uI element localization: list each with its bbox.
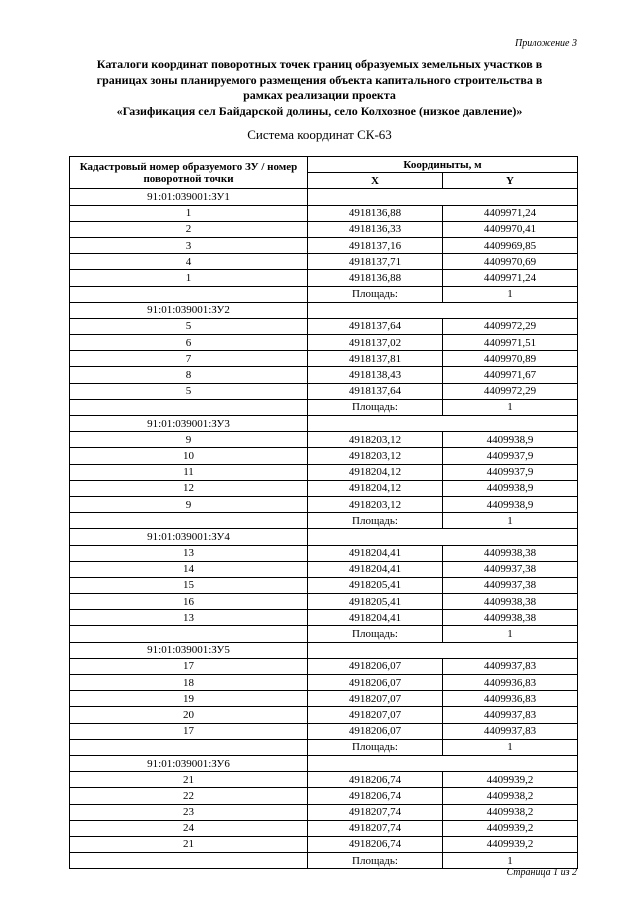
area-label: Площадь: bbox=[308, 286, 443, 302]
coord-x: 4918203,12 bbox=[308, 496, 443, 512]
table-row bbox=[70, 577, 578, 593]
parcel-id: 91:01:039001:ЗУ4 bbox=[70, 529, 308, 545]
coord-x: 4918203,12 bbox=[308, 448, 443, 464]
point-number: 18 bbox=[70, 675, 308, 691]
page-number: Страница 1 из 2 bbox=[506, 867, 577, 878]
area-value: 1 bbox=[443, 513, 578, 529]
point-number: 16 bbox=[70, 594, 308, 610]
coord-y: 4409939,2 bbox=[443, 772, 578, 788]
table-row bbox=[70, 610, 578, 626]
area-label: Площадь: bbox=[308, 739, 443, 755]
table-row bbox=[70, 691, 578, 707]
table-row bbox=[70, 205, 578, 221]
coord-y: 4409937,38 bbox=[443, 577, 578, 593]
title-line: границах зоны планируемого размещения объекта капитального строительства в bbox=[96, 72, 543, 87]
coord-y: 4409972,29 bbox=[443, 383, 578, 399]
area-row bbox=[70, 399, 578, 415]
table-row bbox=[70, 561, 578, 577]
title-line: Каталоги координат поворотных точек границ образуемых земельных участков в bbox=[96, 57, 543, 71]
coord-x: 4918136,88 bbox=[308, 270, 443, 286]
coord-x: 4918207,74 bbox=[308, 804, 443, 820]
coord-y: 4409972,29 bbox=[443, 318, 578, 334]
table-row bbox=[70, 772, 578, 788]
area-value: 1 bbox=[443, 286, 578, 302]
area-value: 1 bbox=[443, 626, 578, 642]
parcel-header-row bbox=[70, 642, 578, 658]
area-row bbox=[70, 853, 578, 869]
coord-x: 4918204,12 bbox=[308, 464, 443, 480]
table-row bbox=[70, 594, 578, 610]
coordinates-table bbox=[69, 156, 578, 869]
coord-y: 4409938,9 bbox=[443, 480, 578, 496]
header-x: X bbox=[308, 173, 443, 189]
table-row bbox=[70, 480, 578, 496]
coord-y: 4409970,41 bbox=[443, 221, 578, 237]
point-number: 1 bbox=[70, 205, 308, 221]
point-number: 15 bbox=[70, 577, 308, 593]
table-row bbox=[70, 464, 578, 480]
table-row bbox=[70, 432, 578, 448]
empty-cell bbox=[308, 302, 578, 318]
coord-x: 4918206,74 bbox=[308, 788, 443, 804]
table-row bbox=[70, 367, 578, 383]
point-number: 13 bbox=[70, 545, 308, 561]
empty-cell bbox=[308, 416, 578, 432]
parcel-header-row bbox=[70, 529, 578, 545]
coord-x: 4918138,43 bbox=[308, 367, 443, 383]
coord-y: 4409936,83 bbox=[443, 691, 578, 707]
table-row bbox=[70, 270, 578, 286]
empty-cell bbox=[308, 642, 578, 658]
parcel-header-row bbox=[70, 755, 578, 771]
point-number: 2 bbox=[70, 221, 308, 237]
point-number: 10 bbox=[70, 448, 308, 464]
point-number: 23 bbox=[70, 804, 308, 820]
coord-y: 4409938,38 bbox=[443, 610, 578, 626]
point-number: 5 bbox=[70, 383, 308, 399]
parcel-header-row bbox=[70, 416, 578, 432]
area-row bbox=[70, 513, 578, 529]
coord-y: 4409938,38 bbox=[443, 594, 578, 610]
coordinate-system-label: Система координат СК-63 bbox=[247, 127, 392, 142]
coord-x: 4918206,74 bbox=[308, 836, 443, 852]
table-row bbox=[70, 675, 578, 691]
table-body bbox=[70, 189, 578, 869]
point-number: 13 bbox=[70, 610, 308, 626]
area-row bbox=[70, 626, 578, 642]
parcel-header-row bbox=[70, 302, 578, 318]
coord-y: 4409970,69 bbox=[443, 254, 578, 270]
parcel-id: 91:01:039001:ЗУ1 bbox=[70, 189, 308, 205]
point-number: 21 bbox=[70, 836, 308, 852]
coord-y: 4409937,83 bbox=[443, 723, 578, 739]
point-number: 1 bbox=[70, 270, 308, 286]
coord-x: 4918207,07 bbox=[308, 707, 443, 723]
coord-y: 4409938,9 bbox=[443, 432, 578, 448]
table-row bbox=[70, 545, 578, 561]
point-number: 8 bbox=[70, 367, 308, 383]
point-number: 4 bbox=[70, 254, 308, 270]
coord-y: 4409936,83 bbox=[443, 675, 578, 691]
coord-y: 4409971,24 bbox=[443, 205, 578, 221]
empty-cell bbox=[70, 853, 308, 869]
table-row bbox=[70, 658, 578, 674]
empty-cell bbox=[308, 529, 578, 545]
coord-x: 4918137,16 bbox=[308, 237, 443, 253]
parcel-id: 91:01:039001:ЗУ2 bbox=[70, 302, 308, 318]
point-number: 20 bbox=[70, 707, 308, 723]
point-number: 21 bbox=[70, 772, 308, 788]
point-number: 12 bbox=[70, 480, 308, 496]
empty-cell bbox=[308, 189, 578, 205]
coord-x: 4918204,41 bbox=[308, 545, 443, 561]
coord-x: 4918206,07 bbox=[308, 658, 443, 674]
coord-x: 4918137,81 bbox=[308, 351, 443, 367]
area-value: 1 bbox=[443, 739, 578, 755]
table-row bbox=[70, 318, 578, 334]
point-number: 19 bbox=[70, 691, 308, 707]
coord-y: 4409937,83 bbox=[443, 707, 578, 723]
point-number: 9 bbox=[70, 496, 308, 512]
point-number: 14 bbox=[70, 561, 308, 577]
table-row bbox=[70, 707, 578, 723]
point-number: 3 bbox=[70, 237, 308, 253]
coord-y: 4409937,38 bbox=[443, 561, 578, 577]
point-number: 6 bbox=[70, 335, 308, 351]
table-row bbox=[70, 804, 578, 820]
empty-cell bbox=[70, 626, 308, 642]
coord-x: 4918205,41 bbox=[308, 594, 443, 610]
area-label: Площадь: bbox=[308, 626, 443, 642]
table-row bbox=[70, 254, 578, 270]
header-y: Y bbox=[443, 173, 578, 189]
coord-x: 4918207,07 bbox=[308, 691, 443, 707]
appendix-label: Приложение 3 bbox=[515, 38, 577, 49]
coord-x: 4918206,07 bbox=[308, 723, 443, 739]
coord-x: 4918204,12 bbox=[308, 480, 443, 496]
coord-y: 4409938,38 bbox=[443, 545, 578, 561]
table-row bbox=[70, 496, 578, 512]
coord-x: 4918206,74 bbox=[308, 772, 443, 788]
table-row bbox=[70, 723, 578, 739]
parcel-id: 91:01:039001:ЗУ5 bbox=[70, 642, 308, 658]
table-row bbox=[70, 448, 578, 464]
coord-x: 4918203,12 bbox=[308, 432, 443, 448]
empty-cell bbox=[70, 286, 308, 302]
area-row bbox=[70, 286, 578, 302]
coord-x: 4918137,64 bbox=[308, 383, 443, 399]
table-row bbox=[70, 836, 578, 852]
parcel-id: 91:01:039001:ЗУ6 bbox=[70, 755, 308, 771]
coord-x: 4918204,41 bbox=[308, 561, 443, 577]
document-title bbox=[60, 57, 579, 119]
parcel-header-row bbox=[70, 189, 578, 205]
table-row bbox=[70, 335, 578, 351]
area-label: Площадь: bbox=[308, 399, 443, 415]
coord-x: 4918207,74 bbox=[308, 820, 443, 836]
table-row bbox=[70, 788, 578, 804]
coord-y: 4409938,2 bbox=[443, 804, 578, 820]
area-label: Площадь: bbox=[308, 513, 443, 529]
empty-cell bbox=[308, 755, 578, 771]
coord-y: 4409937,9 bbox=[443, 464, 578, 480]
coord-y: 4409970,89 bbox=[443, 351, 578, 367]
point-number: 17 bbox=[70, 658, 308, 674]
area-value: 1 bbox=[443, 399, 578, 415]
coord-y: 4409971,51 bbox=[443, 335, 578, 351]
point-number: 17 bbox=[70, 723, 308, 739]
point-number: 11 bbox=[70, 464, 308, 480]
title-line: рамках реализации проекта bbox=[243, 88, 396, 102]
coord-y: 4409938,2 bbox=[443, 788, 578, 804]
empty-cell bbox=[70, 739, 308, 755]
area-value: 1 bbox=[443, 853, 578, 869]
empty-cell bbox=[70, 399, 308, 415]
table-row bbox=[70, 383, 578, 399]
coord-y: 4409939,2 bbox=[443, 836, 578, 852]
parcel-id: 91:01:039001:ЗУ3 bbox=[70, 416, 308, 432]
coord-y: 4409938,9 bbox=[443, 496, 578, 512]
table-row bbox=[70, 820, 578, 836]
coord-y: 4409937,83 bbox=[443, 658, 578, 674]
area-label: Площадь: bbox=[308, 853, 443, 869]
header-parcel-id: Кадастровый номер образуемого ЗУ / номер поворотной точки bbox=[70, 157, 308, 189]
point-number: 7 bbox=[70, 351, 308, 367]
coord-y: 4409939,2 bbox=[443, 820, 578, 836]
point-number: 5 bbox=[70, 318, 308, 334]
coord-y: 4409937,9 bbox=[443, 448, 578, 464]
area-row bbox=[70, 739, 578, 755]
coord-x: 4918137,71 bbox=[308, 254, 443, 270]
coord-y: 4409969,85 bbox=[443, 237, 578, 253]
coord-x: 4918137,64 bbox=[308, 318, 443, 334]
title-line: «Газификация сел Байдарской долины, село Колхозное (низкое давление)» bbox=[116, 103, 523, 118]
table-row bbox=[70, 351, 578, 367]
table-row bbox=[70, 221, 578, 237]
coord-x: 4918137,02 bbox=[308, 335, 443, 351]
coord-x: 4918205,41 bbox=[308, 577, 443, 593]
coord-y: 4409971,24 bbox=[443, 270, 578, 286]
coord-y: 4409971,67 bbox=[443, 367, 578, 383]
point-number: 22 bbox=[70, 788, 308, 804]
point-number: 9 bbox=[70, 432, 308, 448]
coord-x: 4918204,41 bbox=[308, 610, 443, 626]
coord-x: 4918206,07 bbox=[308, 675, 443, 691]
header-coordinates: Координыты, м bbox=[308, 157, 578, 173]
point-number: 24 bbox=[70, 820, 308, 836]
coord-x: 4918136,33 bbox=[308, 221, 443, 237]
coord-x: 4918136,88 bbox=[308, 205, 443, 221]
table-row bbox=[70, 237, 578, 253]
empty-cell bbox=[70, 513, 308, 529]
